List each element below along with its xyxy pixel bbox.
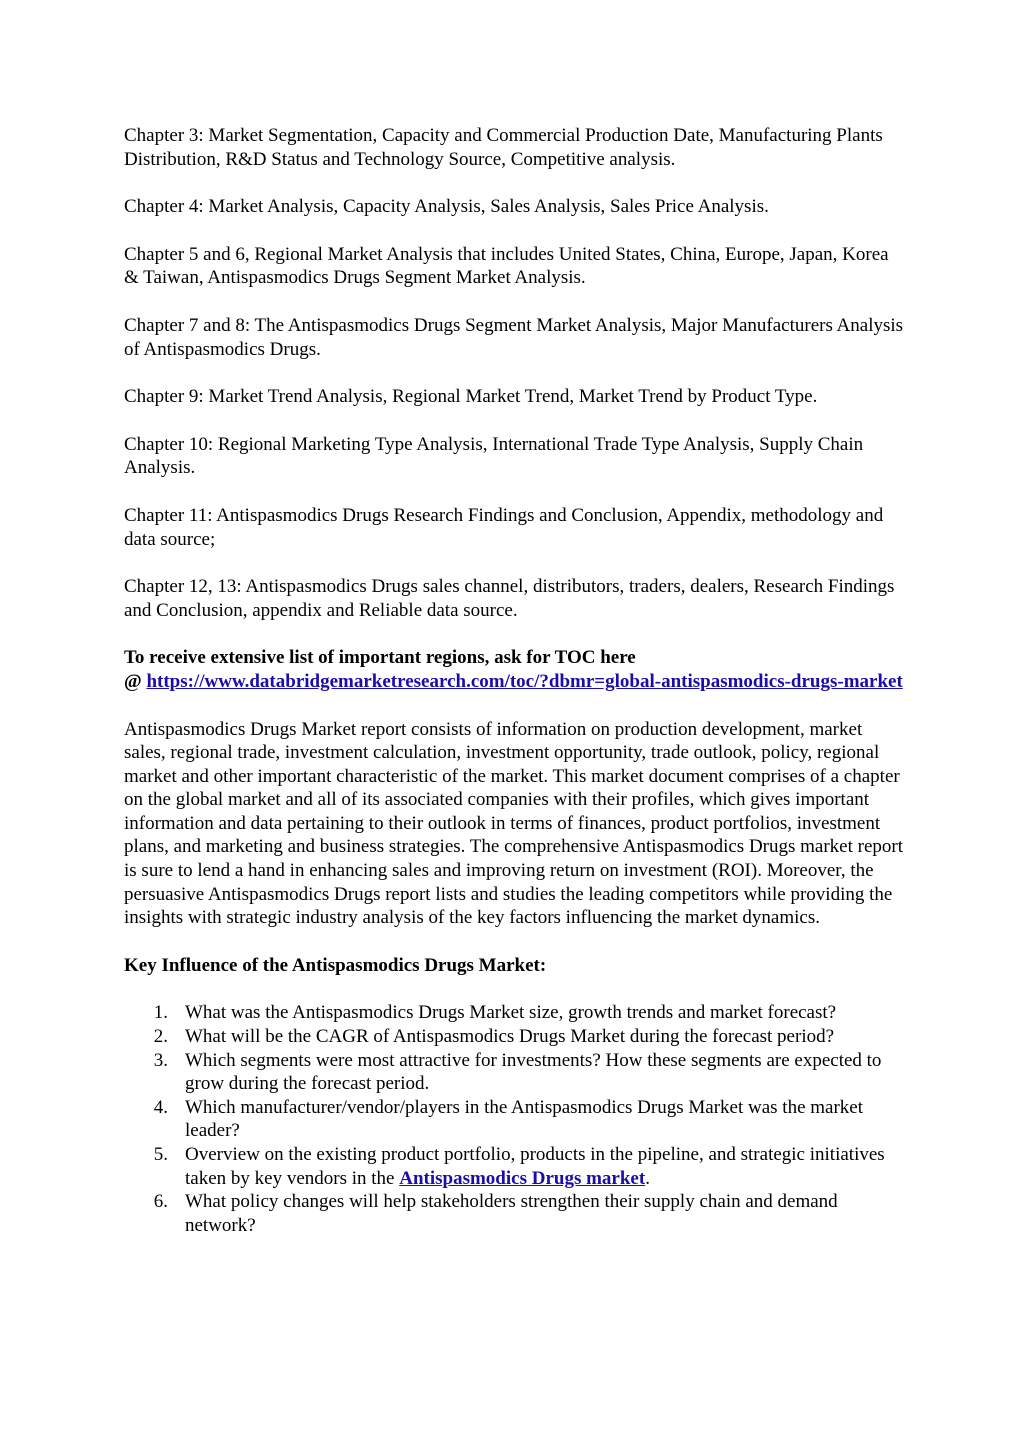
list-item-number: 6. [153,1191,168,1213]
list-item-number: 5. [153,1144,168,1165]
toc-link-line [124,670,904,694]
chapter-12-13-paragraph: Chapter 12, 13: Antispasmodics Drugs sales channel, distributors, traders, dealers, Research Findings and Conclusion, appendix and Reliable data source. [124,576,895,621]
chapter-5-6-paragraph: Chapter 5 and 6, Regional Market Analysis that includes United States, China, Europe, Japan, Korea & Taiwan, Antispasmodics Drugs Segment Market Analysis. [124,243,889,289]
list-item-text: What policy changes will help stakeholders strengthen their supply chain and demand network? [185,1191,838,1236]
chapter-10-paragraph: Chapter 10: Regional Marketing Type Analysis, International Trade Type Analysis, Supply Chain Analysis. [124,433,864,479]
list-item-text-before-link: Overview on the existing product portfolio, products in the pipeline, and strategic initiatives taken by key vendors in the [185,1144,885,1189]
document-page [124,124,904,1237]
list-item-number: 2. [153,1026,168,1048]
toc-heading: To receive extensive list of important regions, ask for TOC here [124,647,636,669]
chapter-4-paragraph: Chapter 4: Market Analysis, Capacity Analysis, Sales Analysis, Sales Price Analysis. [124,196,769,218]
toc-link[interactable]: https://www.databridgemarketresearch.com/toc/?dbmr=global-antispasmodics-drugs-market [146,670,903,692]
list-item [124,1001,904,1025]
list-item-text-after-link: . [645,1167,650,1189]
list-item [124,1049,904,1096]
list-item-text: Which manufacturer/vendor/players in the Antispasmodics Drugs Market was the market leader? [185,1096,863,1142]
list-item [124,1190,904,1237]
list-item-text: What will be the CAGR of Antispasmodics Drugs Market during the forecast period? [185,1026,835,1048]
list-item-text: Which segments were most attractive for investments? How these segments are expected to grow during the forecast period. [185,1049,882,1095]
list-item-number: 3. [153,1049,168,1071]
list-item-text: What was the Antispasmodics Drugs Market size, growth trends and market forecast? [185,1002,837,1024]
key-influence-heading: Key Influence of the Antispasmodics Drugs Market: [124,954,547,976]
summary-paragraph: Antispasmodics Drugs Market report consists of information on production development, market sales, regional trade, investment calculation, investment opportunity, trade outlook, policy, regional market and other important characteristic of the market. This market document comprises of a chapter on the global market and all of its associated companies with their profiles, which gives important information and data pertaining to their outlook in terms of finances, product portfolios, investment plans, and marketing and business strategies. The comprehensive Antispasmodics Drugs market report is sure to lend a hand in enhancing sales and improving return on investment (ROI). Moreover, the persuasive Antispasmodics Drugs report lists and studies the leading competitors while providing the insights with strategic industry analysis of the key factors influencing the market dynamics. [124,718,903,929]
list-item-number: 4. [153,1096,168,1118]
list-item [124,1096,904,1143]
chapter-11-paragraph: Chapter 11: Antispasmodics Drugs Research Findings and Conclusion, Appendix, methodology and data source; [124,504,884,550]
antispasmodics-market-link[interactable]: Antispasmodics Drugs market [399,1167,646,1189]
list-item [124,1143,904,1190]
toc-request-block [124,646,904,693]
toc-prefix: @ [124,670,147,692]
chapter-9-paragraph: Chapter 9: Market Trend Analysis, Regional Market Trend, Market Trend by Product Type. [124,386,818,408]
chapter-3-paragraph: Chapter 3: Market Segmentation, Capacity and Commercial Production Date, Manufacturing Plants Distribution, R&D Status and Technology Source, Competitive analysis. [124,125,883,170]
list-item [124,1025,904,1049]
key-influence-list [124,1001,904,1237]
list-item-number: 1. [153,1002,168,1024]
chapter-7-8-paragraph: Chapter 7 and 8: The Antispasmodics Drugs Segment Market Analysis, Major Manufacturers Analysis of Antispasmodics Drugs. [124,314,904,360]
